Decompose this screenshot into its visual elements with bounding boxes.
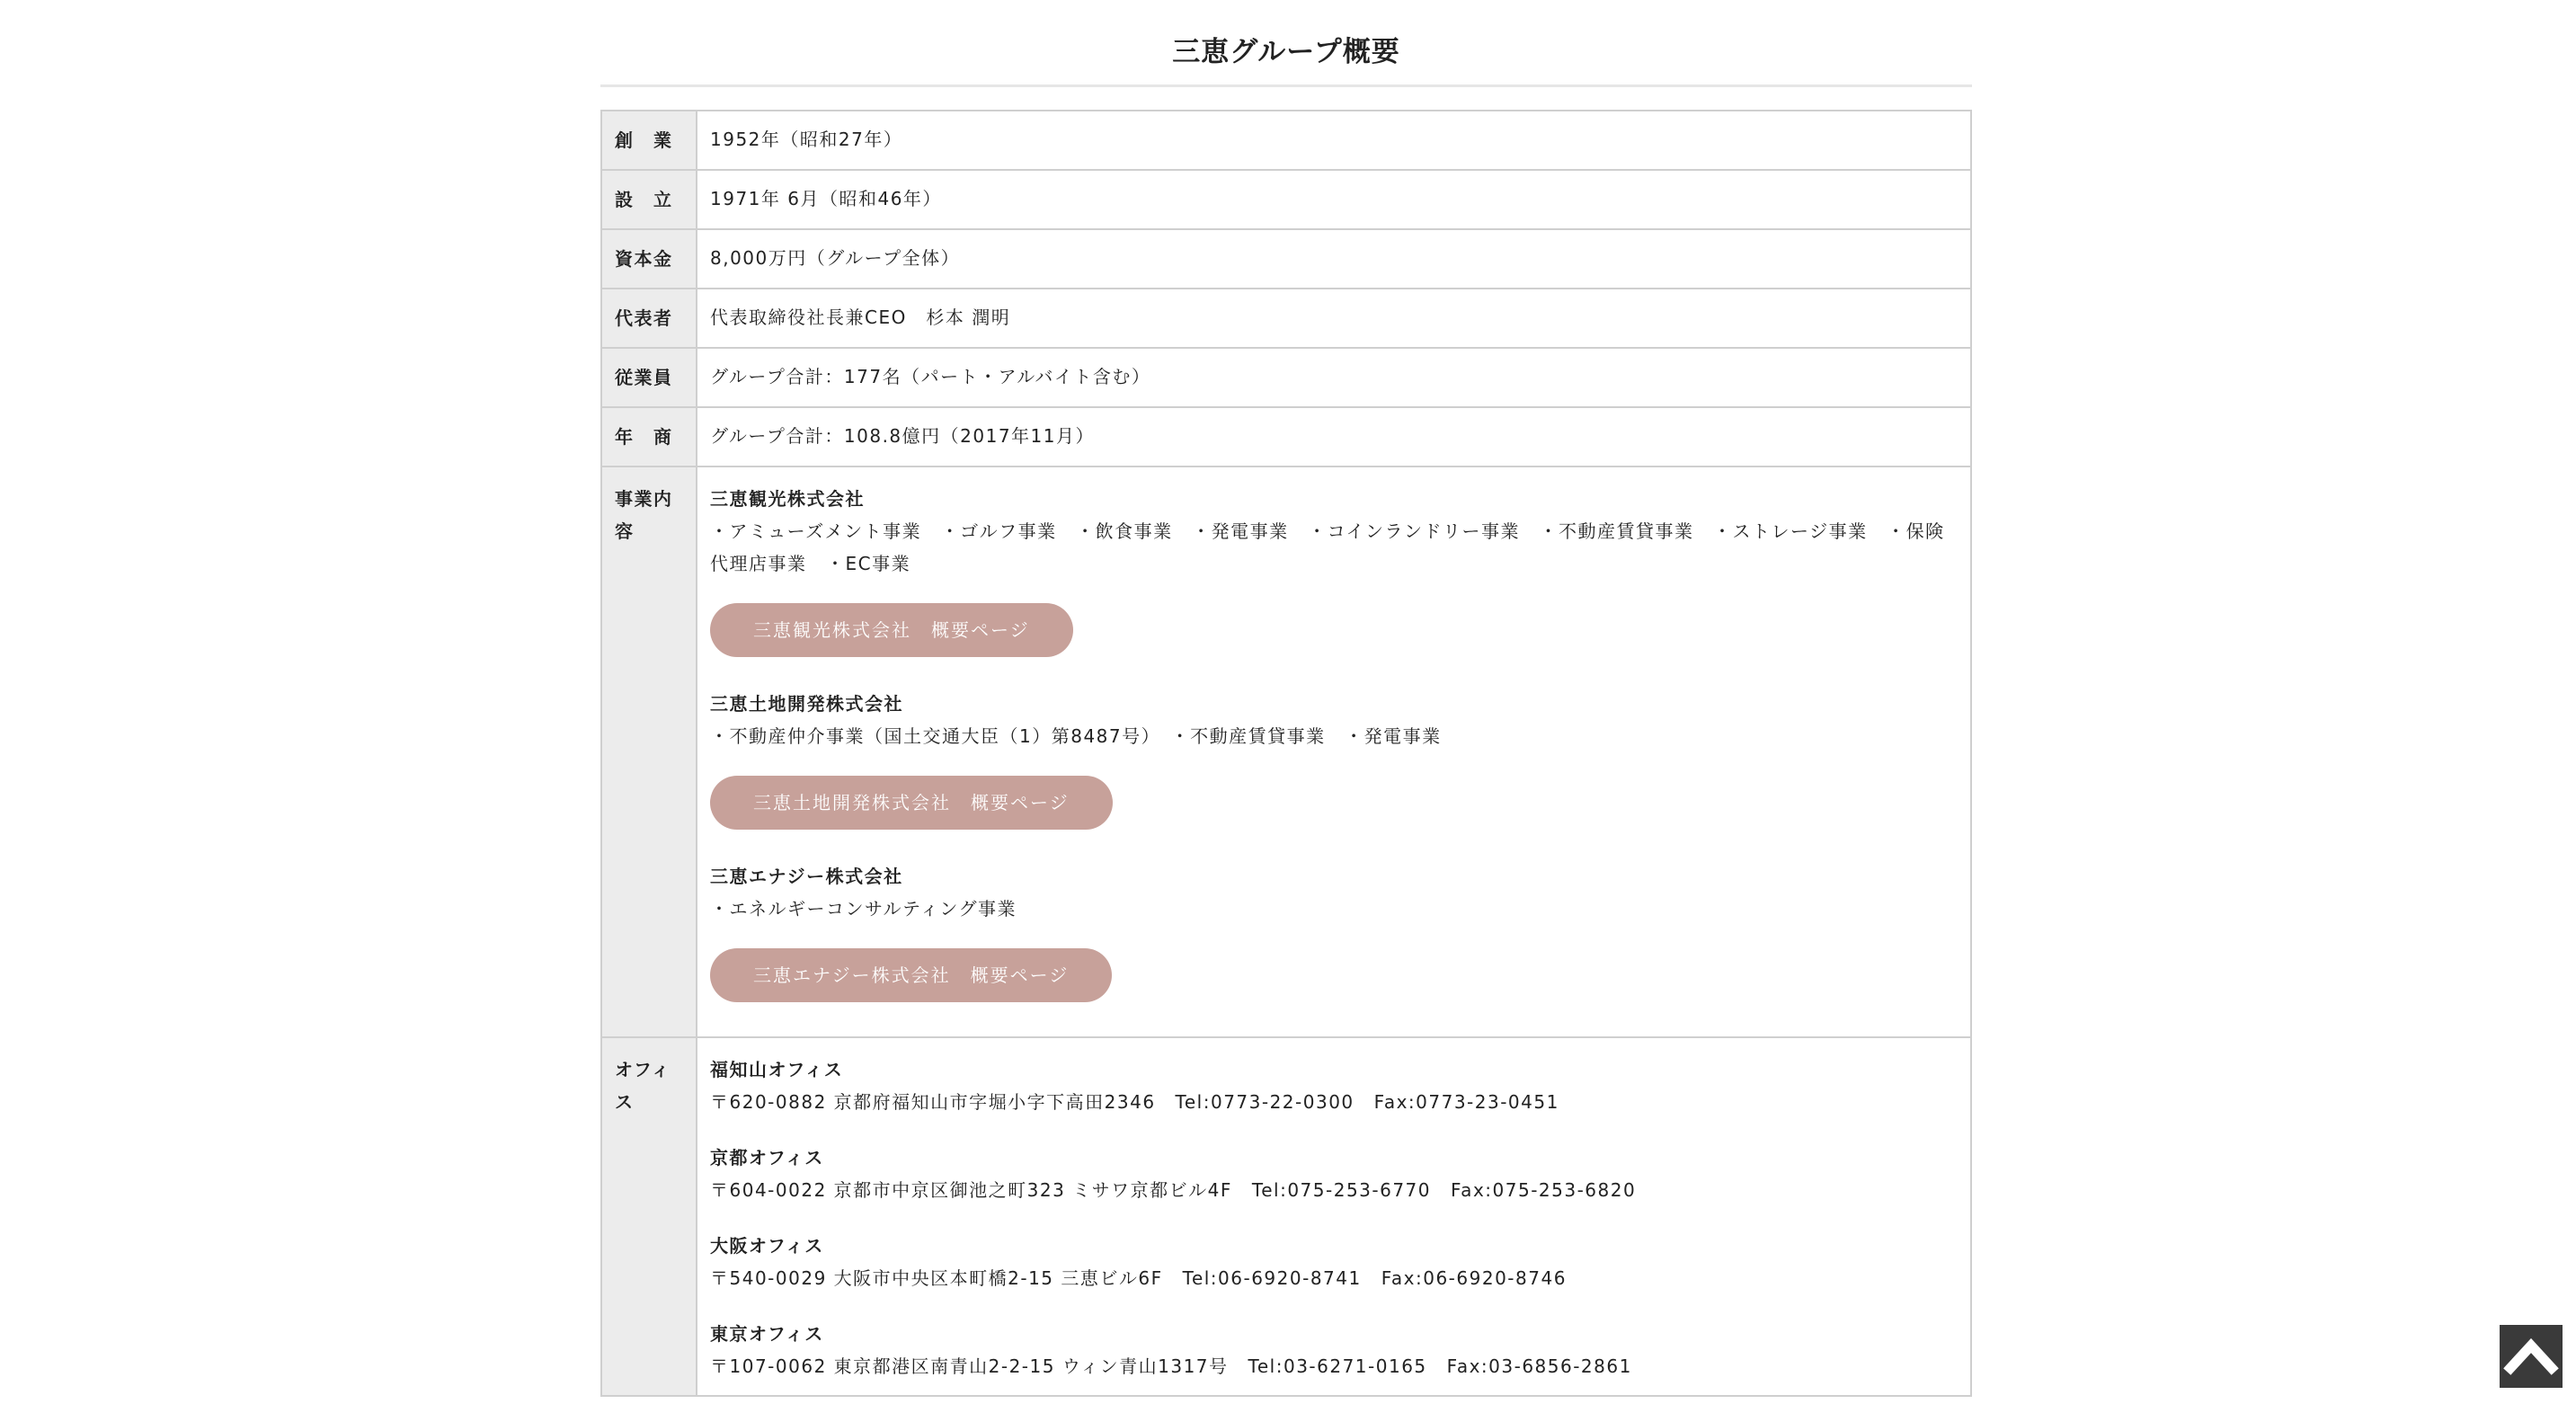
chevron-up-icon xyxy=(2500,1325,2563,1388)
company-block xyxy=(710,688,1958,860)
table-row-offices xyxy=(601,1037,1971,1396)
office-tel: Tel:06-6920-8741 xyxy=(1182,1267,1362,1289)
company-description: ・エネルギーコンサルティング事業 xyxy=(710,898,1017,920)
office-name: 福知山オフィス xyxy=(710,1059,844,1080)
row-value-capital: 8,000万円（グループ全体） xyxy=(697,229,1971,289)
office-name: 東京オフィス xyxy=(710,1323,824,1345)
office-fax: Fax:075-253-6820 xyxy=(1451,1179,1637,1201)
office-block xyxy=(710,1053,1958,1118)
table-row xyxy=(601,229,1971,289)
company-overview-button[interactable]: 三恵観光株式会社 概要ページ xyxy=(710,603,1073,657)
office-tel: Tel:03-6271-0165 xyxy=(1248,1355,1427,1377)
table-row-business xyxy=(601,467,1971,1037)
company-overview-button[interactable]: 三恵エナジー株式会社 概要ページ xyxy=(710,948,1112,1002)
office-contact xyxy=(710,1262,1958,1294)
company-block xyxy=(710,860,1958,1033)
row-label-capital: 資本金 xyxy=(601,229,697,289)
row-label-representative: 代表者 xyxy=(601,289,697,348)
office-block xyxy=(710,1142,1958,1206)
table-row xyxy=(601,348,1971,407)
office-tel: Tel:0773-22-0300 xyxy=(1175,1091,1355,1113)
row-value-employees: グループ合計：177名（パート・アルバイト含む） xyxy=(697,348,1971,407)
row-label-established: 設 立 xyxy=(601,170,697,229)
company-description: ・不動産仲介事業（国土交通大臣（1）第8487号） ・不動産賃貸事業 ・発電事業 xyxy=(710,725,1442,747)
company-overview-button[interactable]: 三恵土地開発株式会社 概要ページ xyxy=(710,776,1113,830)
row-label-employees: 従業員 xyxy=(601,348,697,407)
office-contact xyxy=(710,1174,1958,1206)
office-name: 京都オフィス xyxy=(710,1147,824,1169)
table-row xyxy=(601,407,1971,467)
office-address: 〒604-0022 京都市中京区御池之町323 ミサワ京都ビル4F xyxy=(710,1179,1232,1201)
office-address: 〒540-0029 大阪市中央区本町橋2-15 三恵ビル6F xyxy=(710,1267,1163,1289)
company-description: ・アミューズメント事業 ・ゴルフ事業 ・飲食事業 ・発電事業 ・コインランドリー事業 ・不動産賃貸事業 ・ストレージ事業 ・保険代理店事業 ・EC事業 xyxy=(710,520,1945,574)
office-fax: Fax:03-6856-2861 xyxy=(1446,1355,1632,1377)
table-row xyxy=(601,170,1971,229)
row-value-representative: 代表取締役社長兼CEO 杉本 潤明 xyxy=(697,289,1971,348)
row-value-founding: 1952年（昭和27年） xyxy=(697,111,1971,170)
company-block xyxy=(710,483,1958,688)
office-fax: Fax:06-6920-8746 xyxy=(1381,1267,1567,1289)
page-title: 三恵グループ概要 xyxy=(600,0,1972,87)
company-name: 三恵エナジー株式会社 xyxy=(710,866,903,887)
row-value-established: 1971年 6月（昭和46年） xyxy=(697,170,1971,229)
office-tel: Tel:075-253-6770 xyxy=(1251,1179,1432,1201)
office-block xyxy=(710,1318,1958,1382)
office-address: 〒620-0882 京都府福知山市字堀小字下高田2346 xyxy=(710,1091,1156,1113)
row-label-founding: 創 業 xyxy=(601,111,697,170)
company-name: 三恵観光株式会社 xyxy=(710,488,865,510)
company-name: 三恵土地開発株式会社 xyxy=(710,693,903,715)
office-contact xyxy=(710,1350,1958,1382)
overview-section xyxy=(600,0,1972,1377)
overview-table xyxy=(600,110,1972,1397)
scroll-to-top-button[interactable] xyxy=(2500,1325,2563,1388)
office-list xyxy=(697,1037,1971,1396)
table-row xyxy=(601,111,1971,170)
office-contact xyxy=(710,1086,1958,1118)
office-address: 〒107-0062 東京都港区南青山2-2-15 ウィン青山1317号 xyxy=(710,1355,1229,1377)
business-list xyxy=(697,467,1971,1037)
table-row xyxy=(601,289,1971,348)
row-label-business: 事業内容 xyxy=(601,467,697,1037)
row-label-revenue: 年 商 xyxy=(601,407,697,467)
row-label-offices: オフィス xyxy=(601,1037,697,1396)
office-name: 大阪オフィス xyxy=(710,1235,824,1257)
office-fax: Fax:0773-23-0451 xyxy=(1373,1091,1559,1113)
office-block xyxy=(710,1230,1958,1294)
row-value-revenue: グループ合計：108.8億円（2017年11月） xyxy=(697,407,1971,467)
